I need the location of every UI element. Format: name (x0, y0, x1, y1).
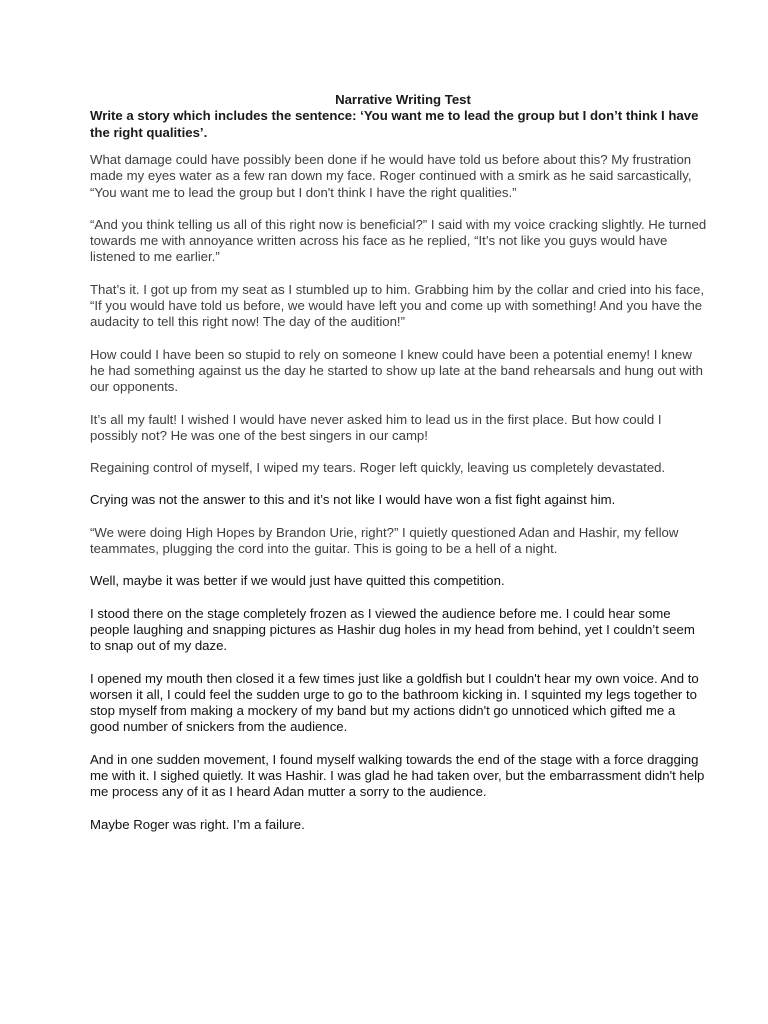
paragraph-3: That’s it. I got up from my seat as I stumbled up to him. Grabbing him by the collar and cried into his face, “If you would have told us before, we would have left you and come up with something! And you have the audacity to tell this right now! The day of the audition!” (90, 281, 704, 330)
paragraph-12: And in one sudden movement, I found myself walking towards the end of the stage with a force dragging me with it. I sighed quietly. It was Hashir. I was glad he had taken over, but the embarrassment didn't help me process any of it as I heard Adan mutter a sorry to the audience. (90, 751, 705, 800)
paragraph-1: What damage could have possibly been done if he would have told us before about this? My frustration made my eyes water as a few ran down my face. Roger continued with a smirk as he said sarcastically, “You want me to lead the group but I don't think I have the right qualities.” (90, 152, 692, 200)
paragraph-13: Maybe Roger was right. I’m a failure. (90, 816, 305, 832)
paragraph-2: “And you think telling us all of this right now is beneficial?” I said with my voice cracking slightly. He turned towards me with annoyance written across his face as he replied, “It’s not like you guys would have listened to me earlier.” (90, 216, 707, 265)
paragraph-11: I opened my mouth then closed it a few times just like a goldfish but I couldn't hear my own voice. And to worsen it all, I could feel the sudden urge to go to the bathroom kicking in. I squinted my legs together to stop myself from making a mockery of my band but my actions didn't go unnoticed which gifted me a good number of snickers from the audience. (90, 670, 699, 735)
paragraph-7: Crying was not the answer to this and it’s not like I would have won a fist fight against him. (90, 492, 616, 508)
paragraph-4: How could I have been so stupid to rely on someone I knew could have been a potential enemy! I knew he had something against us the day he started to show up late at the band rehearsals and hung out with our opponents. (90, 346, 703, 395)
paragraph-6: Regaining control of myself, I wiped my tears. Roger left quickly, leaving us completely devastated. (90, 460, 666, 476)
paragraph-9: Well, maybe it was better if we would just have quitted this competition. (90, 573, 505, 589)
paragraph-10: I stood there on the stage completely frozen as I viewed the audience before me. I could hear some people laughing and snapping pictures as Hashir dug holes in my head from behind, yet I couldn’t seem to snap out of my daze. (90, 605, 695, 654)
writing-prompt: Write a story which includes the sentence: ‘You want me to lead the group but I don’t think I have the right qualities’. (90, 108, 699, 140)
paragraph-8: “We were doing High Hopes by Brandon Urie, right?” I quietly questioned Adan and Hashir, my fellow teammates, plugging the cord into the guitar. This is going to be a hell of a night. (90, 524, 679, 557)
paragraph-5: It’s all my fault! I wished I would have never asked him to lead us in the first place. But how could I possibly not? He was one of the best singers in our camp! (90, 411, 662, 443)
document-title: Narrative Writing Test (335, 92, 471, 107)
